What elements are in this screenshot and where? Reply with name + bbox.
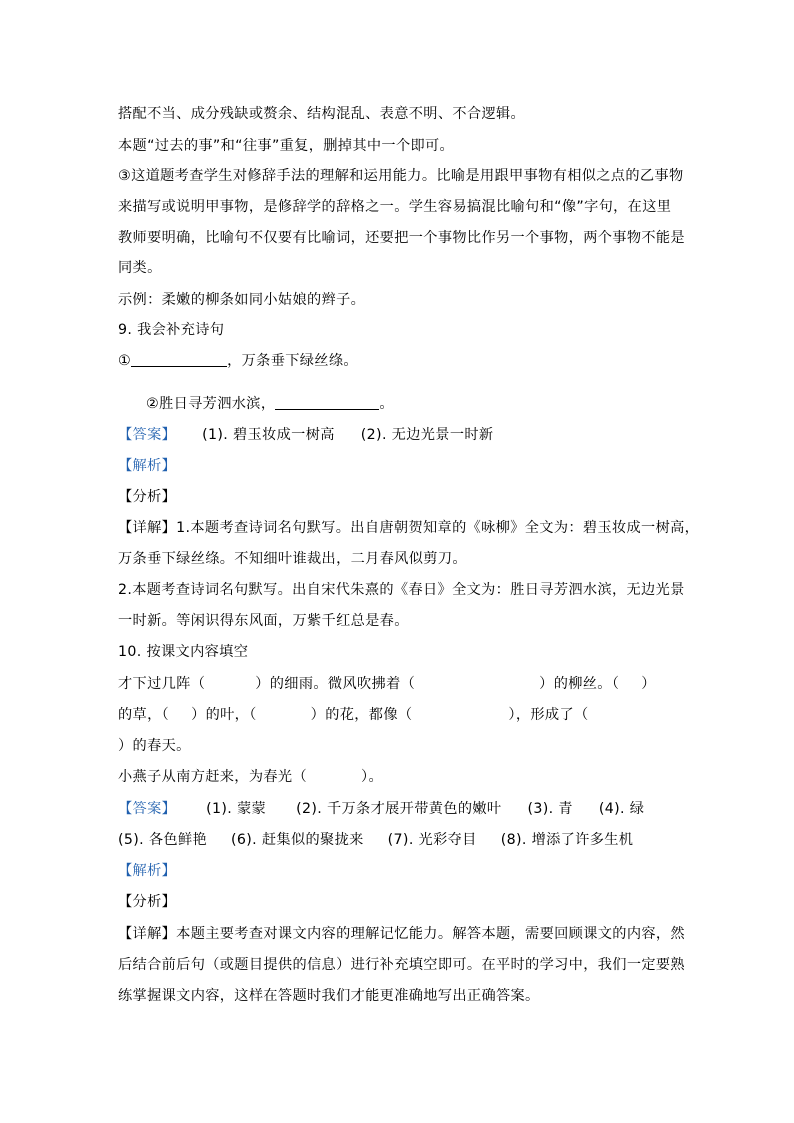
question-9-item-1	[118, 351, 358, 371]
question-10-title: 10. 按课文内容填空	[118, 644, 249, 660]
fill-text: ），形成了（	[508, 707, 589, 723]
answer-item: (1). 碧玉妆成一树高	[202, 427, 335, 443]
text-line: 示例：柔嫩的柳条如同小姑娘的辫子。	[118, 292, 366, 308]
detail-tag: 【详解】	[118, 520, 177, 536]
item-suffix: ，万条垂下绿丝绦。	[227, 353, 358, 369]
fill-blank	[131, 352, 227, 367]
detail-text: 1.本题考查诗词名句默写。出自唐朝贺知章的《咏柳》全文为：碧玉妆成一树高，	[176, 520, 700, 536]
answer-item: (8). 增添了许多生机	[500, 832, 634, 848]
answer-item: (3). 青	[527, 801, 573, 817]
detail-line: 一时新。等闲识得东风面，万紫千红总是春。	[118, 613, 409, 629]
answer-row	[118, 425, 493, 445]
question-9-title: 9. 我会补充诗句	[118, 322, 225, 338]
answer-item: (7). 光彩夺目	[387, 832, 477, 848]
fill-text: 的草，（	[118, 707, 170, 723]
answer-item: (5). 各色鲜艳	[118, 832, 208, 848]
text-line: 教师要明确，比喻句不仅要有比喻词，还要把一个事物比作另一个事物，两个事物不能是	[118, 230, 685, 246]
question-9-item-2	[146, 394, 394, 414]
fill-text: ）的柳丝。（	[539, 676, 620, 692]
fill-text: ）的叶，（	[191, 707, 257, 723]
fill-text: ）。	[361, 769, 383, 785]
answer-row	[118, 799, 644, 819]
text-line: 本题“过去的事”和“往事”重复，删掉其中一个即可。	[118, 138, 455, 154]
analysis-tag: 【解析】	[118, 863, 177, 879]
detail-line: 练掌握课文内容，这样在答题时我们才能更准确地写出正确答案。	[118, 988, 540, 1004]
fill-line	[118, 767, 383, 787]
fill-blank	[275, 395, 379, 410]
fill-text: 才下过几阵（	[118, 676, 206, 692]
answer-tag: 【答案】	[118, 801, 177, 817]
text-line: 搭配不当、成分残缺或赘余、结构混乱、表意不明、不合逻辑。	[118, 106, 526, 122]
fill-text: ）的花，都像（	[310, 707, 413, 723]
item-prefix: ①	[118, 353, 132, 369]
answer-item: (4). 绿	[598, 801, 645, 817]
answer-tag: 【答案】	[118, 427, 177, 443]
answer-row	[118, 830, 633, 850]
fill-line	[118, 674, 656, 694]
analysis-tag: 【解析】	[118, 458, 177, 474]
detail-line: 万条垂下绿丝绦。不知细叶谁裁出，二月春风似剪刀。	[118, 551, 467, 567]
text-line: 同类。	[118, 260, 162, 276]
text-line: ③这道题考查学生对修辞手法的理解和运用能力。比喻是用跟甲事物有相似之点的乙事物	[118, 168, 684, 184]
answer-item: (2). 无边光景一时新	[360, 427, 494, 443]
detail-text: 本题主要考查对课文内容的理解记忆能力。解答本题，需要回顾课文的内容，然	[176, 926, 685, 942]
reasoning-tag: 【分析】	[118, 894, 177, 910]
item-prefix: ②胜日寻芳泗水滨，	[146, 396, 276, 412]
fill-text: 小燕子从南方赶来，为春光（	[118, 769, 307, 785]
fill-line	[118, 705, 589, 725]
detail-line: 2.本题考查诗词名句默写。出自宋代朱熹的《春日》全文为：胜日寻芳泗水滨，无边光景	[118, 582, 685, 598]
answer-item: (6). 赶集似的聚拢来	[231, 832, 364, 848]
fill-line: ）的春天。	[118, 738, 191, 754]
item-suffix: 。	[379, 396, 394, 412]
fill-text: ）的细雨。微风吹拂着（	[255, 676, 416, 692]
detail-line	[118, 924, 685, 944]
text-line: 来描写或说明甲事物，是修辞学的辞格之一。学生容易搞混比喻句和“像”字句，在这里	[118, 199, 672, 215]
answer-item: (1). 蒙蒙	[206, 801, 267, 817]
detail-line	[118, 518, 699, 538]
reasoning-tag: 【分析】	[118, 489, 177, 505]
answer-item: (2). 千万条才展开带黄色的嫩叶	[296, 801, 502, 817]
detail-line: 后结合前后句（或题目提供的信息）进行补充填空即可。在平时的学习中，我们一定要熟	[118, 957, 685, 973]
detail-tag: 【详解】	[118, 926, 177, 942]
fill-text: ）	[641, 676, 656, 692]
